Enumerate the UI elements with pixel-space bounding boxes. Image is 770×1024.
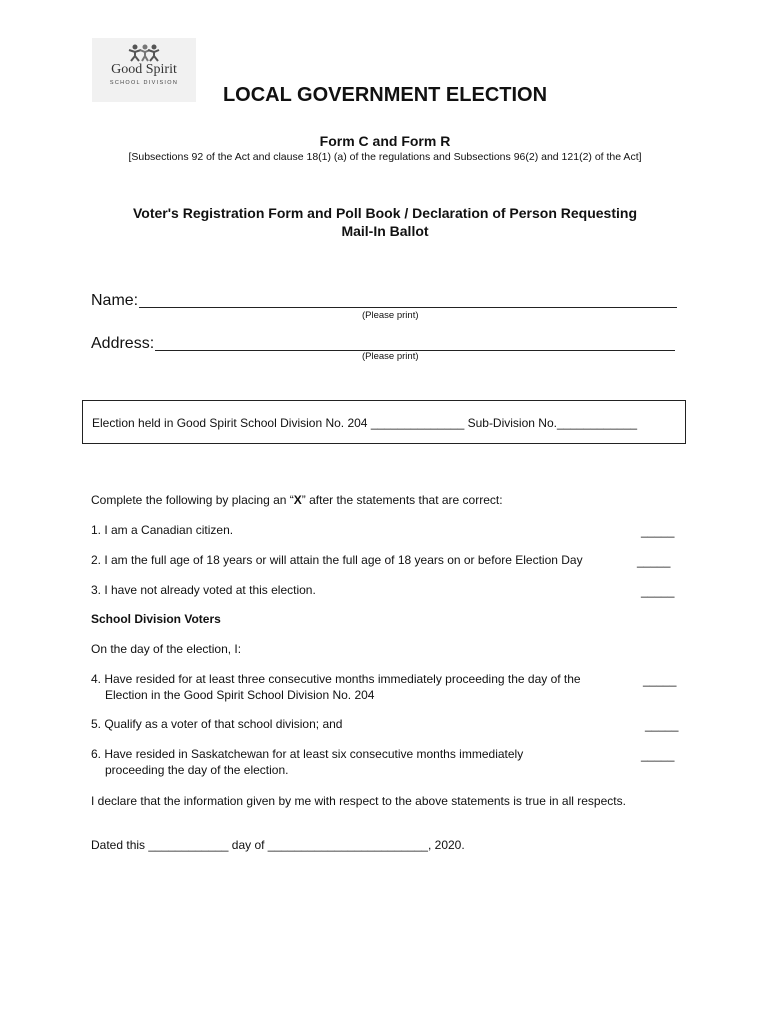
statement-3-check[interactable]: _____ xyxy=(641,584,675,598)
statement-1: 1. I am a Canadian citizen. xyxy=(91,523,234,537)
form-heading xyxy=(0,204,770,240)
logo-name: Good Spirit xyxy=(111,62,177,77)
statement-6 xyxy=(91,746,523,778)
election-info-text[interactable]: Election held in Good Spirit School Division No. 204 ______________ Sub-Division No.____________ xyxy=(92,416,638,430)
statement-2-check[interactable]: _____ xyxy=(637,554,671,568)
people-figures-icon xyxy=(128,44,160,62)
statement-1-check[interactable]: _____ xyxy=(641,524,675,538)
school-division-intro: On the day of the election, I: xyxy=(91,642,242,656)
statement-4-check[interactable]: _____ xyxy=(643,673,677,687)
school-division-heading: School Division Voters xyxy=(91,612,221,626)
document-title: LOCAL GOVERNMENT ELECTION xyxy=(222,84,548,106)
name-label: Name: xyxy=(91,292,139,309)
statement-6-line-2: proceeding the day of the election. xyxy=(105,763,289,777)
statement-2: 2. I am the full age of 18 years or will attain the full age of 18 years on or before Election Day xyxy=(91,553,583,567)
dated-line[interactable]: Dated this ____________ day of ________________________, 2020. xyxy=(91,838,465,852)
instructions-before: Complete the following by placing an “ xyxy=(91,493,294,507)
form-heading-line-1: Voter's Registration Form and Poll Book / Declaration of Person Requesting xyxy=(132,205,638,221)
declaration-text: I declare that the information given by me with respect to the above statements is true in all respects. xyxy=(91,794,626,808)
statement-3: 3. I have not already voted at this election. xyxy=(91,583,316,597)
address-hint: (Please print) xyxy=(362,351,419,362)
statement-4-line-1: 4. Have resided for at least three consecutive months immediately proceeding the day of the xyxy=(91,672,581,686)
form-title: Form C and Form R xyxy=(319,133,451,149)
name-field[interactable] xyxy=(139,307,677,308)
address-label: Address: xyxy=(91,335,155,352)
statement-6-check[interactable]: _____ xyxy=(641,748,675,762)
instructions-mark: X xyxy=(293,493,302,507)
statement-5: 5. Qualify as a voter of that school division; and xyxy=(91,717,343,731)
form-heading-line-2: Mail-In Ballot xyxy=(341,223,429,239)
subsections-reference: [Subsections 92 of the Act and clause 18(1) (a) of the regulations and Subsections 96(2) and 121(2) of the Act] xyxy=(128,151,642,163)
statement-6-line-1: 6. Have resided in Saskatchewan for at least six consecutive months immediately xyxy=(91,747,524,761)
instructions-after: ” after the statements that are correct: xyxy=(301,493,503,507)
statement-4-line-2: Election in the Good Spirit School Division No. 204 xyxy=(105,688,375,702)
name-hint: (Please print) xyxy=(362,310,419,321)
election-info-box xyxy=(82,400,686,444)
instructions xyxy=(91,493,503,507)
logo-subtitle: SCHOOL DIVISION xyxy=(109,80,179,86)
statement-4 xyxy=(91,671,581,703)
statement-5-check[interactable]: _____ xyxy=(645,718,679,732)
